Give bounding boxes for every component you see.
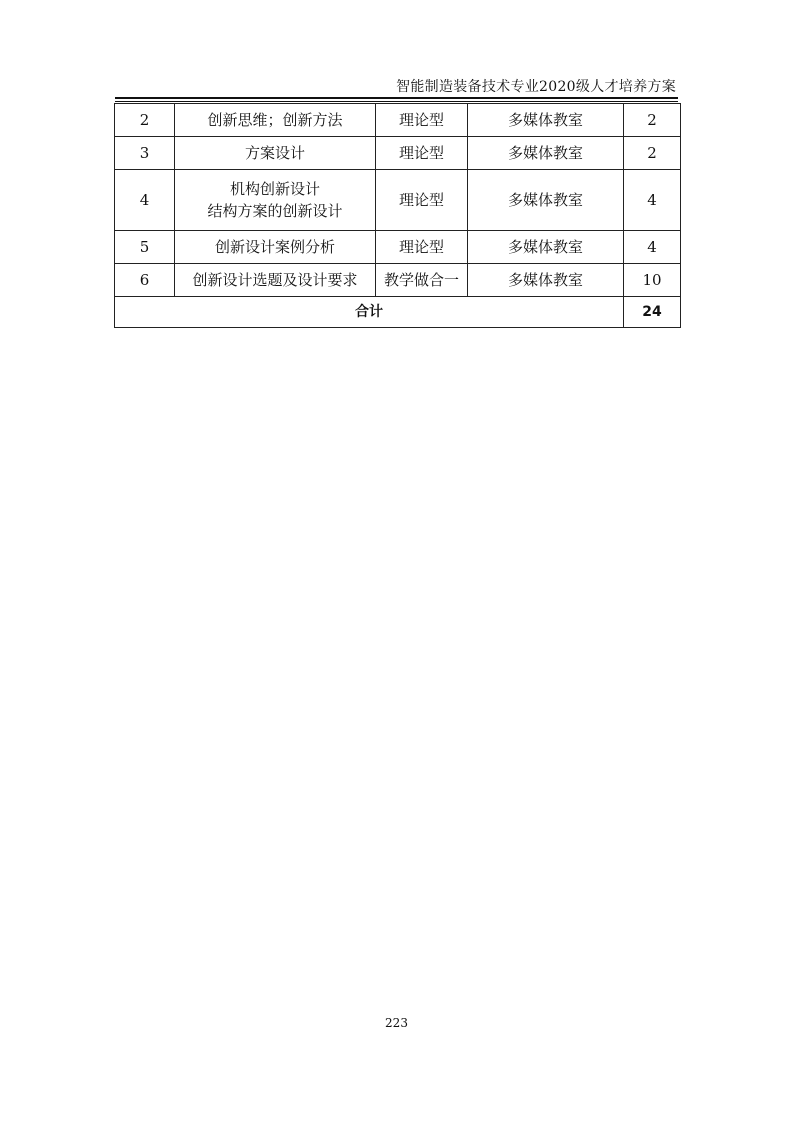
row-number: 2 — [115, 104, 175, 137]
row-venue: 多媒体教室 — [468, 231, 624, 264]
table-row — [115, 264, 681, 297]
total-hours: 24 — [624, 297, 681, 328]
row-venue: 多媒体教室 — [468, 170, 624, 231]
row-hours: 2 — [624, 137, 681, 170]
document-header-title: 智能制造装备技术专业2020级人才培养方案 — [396, 79, 676, 95]
content-line: 结构方案的创新设计 — [207, 202, 343, 220]
row-number: 3 — [115, 137, 175, 170]
content-line: 方案设计 — [244, 144, 305, 162]
row-number: 4 — [115, 170, 175, 231]
row-hours: 10 — [624, 264, 681, 297]
row-content — [175, 137, 376, 170]
total-label: 合计 — [115, 297, 624, 328]
row-type: 理论型 — [376, 231, 468, 264]
content-line: 创新设计选题及设计要求 — [192, 271, 358, 289]
table-row — [115, 137, 681, 170]
row-type: 教学做合一 — [376, 264, 468, 297]
page-number: 223 — [385, 1016, 408, 1030]
row-venue: 多媒体教室 — [468, 137, 624, 170]
row-type: 理论型 — [376, 170, 468, 231]
row-content — [175, 104, 376, 137]
table-row — [115, 104, 681, 137]
row-type: 理论型 — [376, 104, 468, 137]
table-row — [115, 231, 681, 264]
header-rule — [115, 97, 678, 99]
row-type: 理论型 — [376, 137, 468, 170]
row-hours: 2 — [624, 104, 681, 137]
content-line: 机构创新设计 — [229, 180, 320, 198]
header-rule-thin — [115, 101, 678, 102]
row-number: 6 — [115, 264, 175, 297]
row-number: 5 — [115, 231, 175, 264]
row-venue: 多媒体教室 — [468, 104, 624, 137]
content-line: 创新思维；创新方法 — [207, 111, 343, 129]
row-venue: 多媒体教室 — [468, 264, 624, 297]
row-hours: 4 — [624, 231, 681, 264]
total-row — [115, 297, 681, 328]
table-row — [115, 170, 681, 231]
course-schedule-table — [114, 103, 681, 328]
row-content — [175, 170, 376, 231]
row-content — [175, 231, 376, 264]
content-line: 创新设计案例分析 — [214, 238, 335, 256]
row-hours: 4 — [624, 170, 681, 231]
row-content — [175, 264, 376, 297]
